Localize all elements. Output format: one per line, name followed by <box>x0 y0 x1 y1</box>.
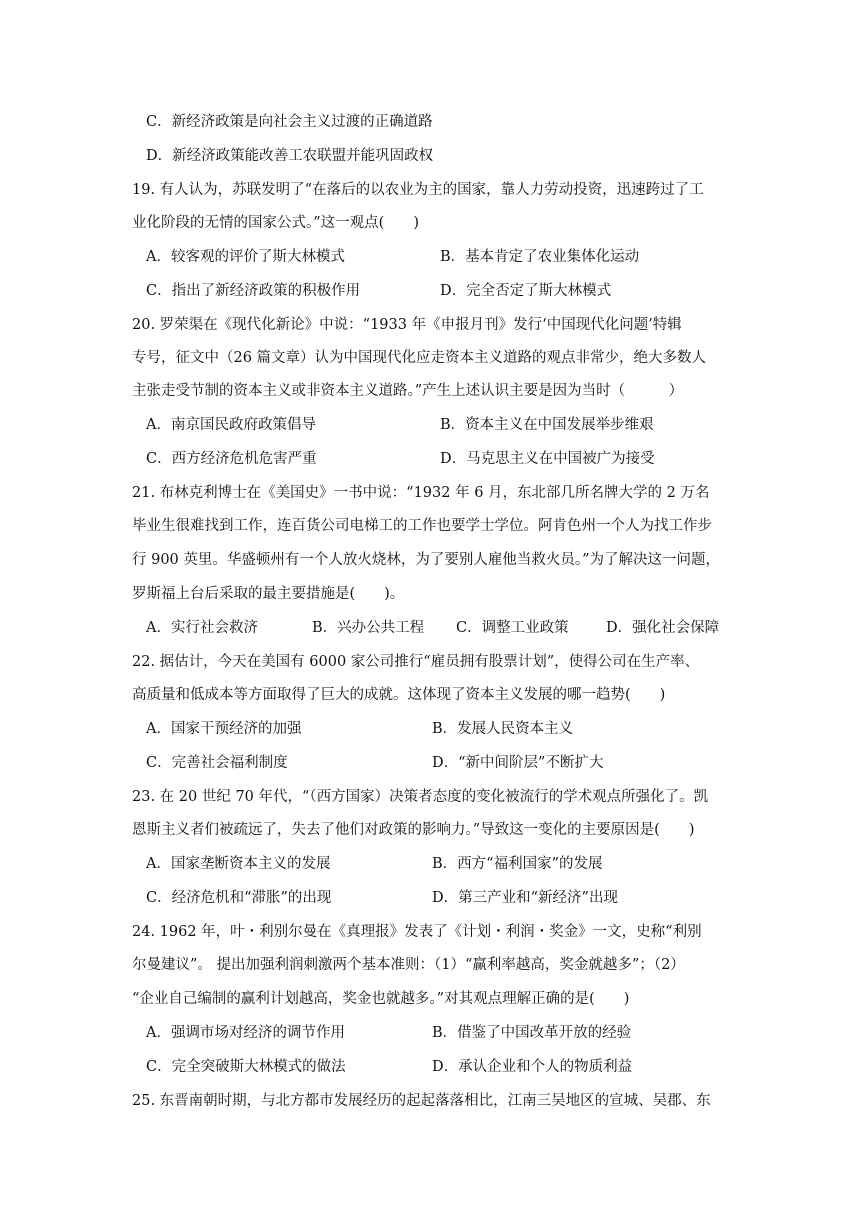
q21-option-c: C．调整工业政策 <box>456 620 569 636</box>
option-c: C．新经济政策是向社会主义过渡的正确道路 <box>146 114 433 130</box>
question-24-line-3: “企业自己编制的赢利计划越高，奖金也就越多。”对其观点理解正确的是( ) <box>132 991 630 1007</box>
question-22-line-2: 高质量和低成本等方面取得了巨大的成就。这体现了资本主义发展的哪一趋势( ) <box>132 687 666 703</box>
question-22-line-1: 22. 据估计，今天在美国有 6000 家公司推行“雇员拥有股票计划”，使得公司在生产率、 <box>132 654 700 670</box>
q22-option-a: A．国家干预经济的加强 <box>146 721 302 737</box>
q22-option-c: C．完善社会福利制度 <box>146 755 288 771</box>
q23-option-c: C．经济危机和“滞胀”的出现 <box>146 890 332 906</box>
q20-option-b: B．资本主义在中国发展举步维艰 <box>440 417 654 433</box>
q23-option-b: B．西方“福利国家”的发展 <box>432 856 603 872</box>
q24-option-d: D．承认企业和个人的物质利益 <box>432 1059 633 1075</box>
q24-option-a: A．强调市场对经济的调节作用 <box>146 1025 345 1041</box>
question-23-line-1: 23. 在 20 世纪 70 年代，“（西方国家）决策者态度的变化被流行的学术观点所强化了。凯 <box>132 789 709 805</box>
q21-option-a: A．实行社会救济 <box>146 620 258 636</box>
q24-option-c: C．完全突破斯大林模式的做法 <box>146 1059 346 1075</box>
question-20-line-2: 专号，征文中（26 篇文章）认为中国现代化应走资本主义道路的观点非常少，绝大多数人 <box>132 350 707 366</box>
q19-option-c: C．指出了新经济政策的积极作用 <box>146 283 361 299</box>
q24-option-b: B．借鉴了中国改革开放的经验 <box>432 1025 632 1041</box>
question-21-line-1: 21. 布林克利博士在《美国史》一书中说：“1932 年 6 月，东北部几所名牌大学的 2 万名 <box>132 485 710 501</box>
question-25-line-1: 25. 东晋南朝时期，与北方都市发展经历的起起落落相比，江南三吴地区的宣城、吴郡、东 <box>132 1093 711 1109</box>
question-19-line-1: 19. 有人认为，苏联发明了“在落后的以农业为主的国家，靠人力劳动投资，迅速跨过了工 <box>132 182 704 198</box>
q22-option-d: D．“新中间阶层”不断扩大 <box>432 755 604 771</box>
q20-option-a: A．南京国民政府政策倡导 <box>146 417 316 433</box>
q23-option-a: A．国家垄断资本主义的发展 <box>146 856 331 872</box>
question-20-line-3: 主张走受节制的资本主义或非资本主义道路。”产生上述认识主要是因为当时（ ） <box>132 383 684 399</box>
option-d: D．新经济政策能改善工农联盟并能巩固政权 <box>146 148 434 164</box>
q23-option-d: D．第三产业和“新经济”出现 <box>432 890 618 906</box>
question-24-line-2: 尔曼建议”。 提出加强利润刺激两个基本准则：（1）“赢利率越高，奖金就越多”；（2） <box>132 957 685 973</box>
q20-option-d: D．马克思主义在中国被广为接受 <box>440 451 655 467</box>
q22-option-b: B．发展人民资本主义 <box>432 721 574 737</box>
question-20-line-1: 20. 罗荣渠在《现代化新论》中说：“1933 年《申报月刊》发行‘中国现代化问题’特辑 <box>132 317 682 333</box>
question-21-line-4: 罗斯福上台后采取的最主要措施是( )。 <box>132 586 405 602</box>
q21-option-d: D．强化社会保障 <box>606 620 720 636</box>
q19-option-b: B．基本肯定了农业集体化运动 <box>440 249 640 265</box>
q21-option-b: B．兴办公共工程 <box>312 620 425 636</box>
question-21-line-2: 毕业生很难找到工作，连百货公司电梯工的工作也要学士学位。阿肯色州一个人为找工作步 <box>132 518 712 534</box>
question-21-line-3: 行 900 英里。华盛顿州有一个人放火烧林，为了要别人雇他当救火员。”为了解决这一问题， <box>132 552 721 568</box>
question-23-line-2: 恩斯主义者们被疏远了，失去了他们对政策的影响力。”导致这一变化的主要原因是( ) <box>132 822 695 838</box>
question-24-line-1: 24. 1962 年，叶・利别尔曼在《真理报》发表了《计划・利润・奖金》一文，史称“利别 <box>132 924 702 940</box>
question-19-line-2: 业化阶段的无情的国家公式。”这一观点( ) <box>132 215 419 231</box>
q20-option-c: C．西方经济危机危害严重 <box>146 451 317 467</box>
q19-option-a: A．较客观的评价了斯大林模式 <box>146 249 345 265</box>
q19-option-d: D．完全否定了斯大林模式 <box>440 283 612 299</box>
